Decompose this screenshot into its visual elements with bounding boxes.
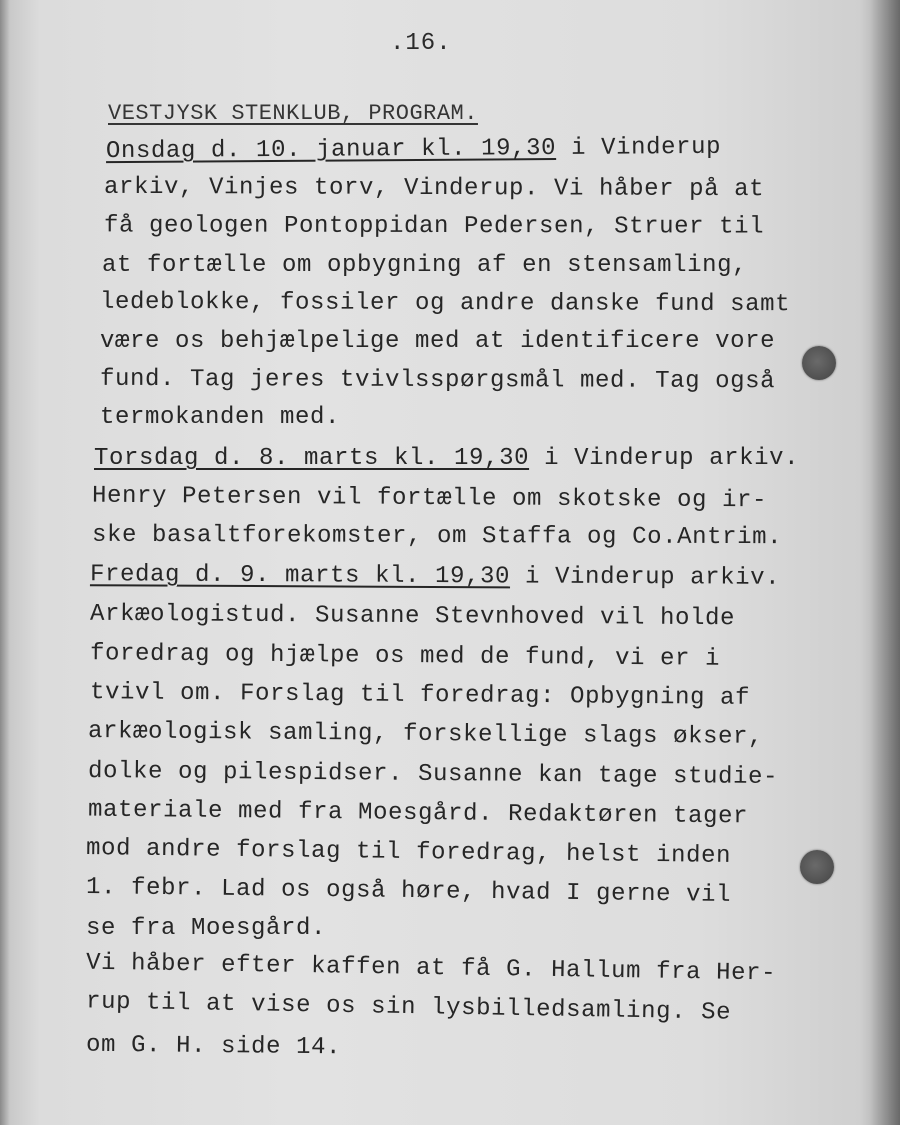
event-1-first-line xyxy=(106,134,721,166)
event-2-first-line xyxy=(94,445,799,473)
closing-line: rup til at vise os sin lysbilledsamling. Se xyxy=(85,988,732,1027)
event-1-line: ledeblokke, fossiler og andre danske fund samt xyxy=(99,288,791,319)
event-3-line: dolke og pilespidser. Susanne kan tage studie- xyxy=(87,757,779,792)
event-1-line: være os behjælpelige med at identificere vore xyxy=(100,328,776,355)
event-2-date: Torsdag d. 8. marts kl. 19,30 xyxy=(94,445,530,472)
closing-line: Vi håber efter kaffen at få G. Hallum fra Her- xyxy=(85,949,777,988)
event-2-line: Henry Petersen vil fortælle om skotske og ir- xyxy=(91,482,768,515)
event-3-line: materiale med fra Moesgård. Redaktøren tager xyxy=(87,796,749,831)
event-1-line: termokanden med. xyxy=(100,404,341,431)
page-edge-shadow xyxy=(870,0,900,1125)
event-2-first-line-rest: i Vinderup arkiv. xyxy=(529,445,800,472)
event-3-date: Fredag d. 9. marts kl. 19,30 xyxy=(89,561,511,591)
event-3-line: arkæologisk samling, forskellige slags økser, xyxy=(87,718,764,751)
punch-hole-top xyxy=(802,346,836,380)
page-number: .16. xyxy=(390,30,452,57)
event-3-line: mod andre forslag til foredrag, helst inden xyxy=(85,835,732,870)
event-3-first-line-rest: i Vinderup arkiv. xyxy=(510,563,781,592)
event-1-first-line-rest: i Vinderup xyxy=(555,133,722,163)
punch-hole-bottom xyxy=(800,850,834,884)
closing-line: om G. H. side 14. xyxy=(85,1031,342,1062)
program-heading: VESTJYSK STENKLUB, PROGRAM. xyxy=(108,101,478,126)
event-2-line: ske basaltforekomster, om Staffa og Co.Antrim. xyxy=(91,521,783,552)
event-3-first-line xyxy=(90,561,780,593)
event-1-line: få geologen Pontoppidan Pedersen, Struer til xyxy=(103,212,765,241)
event-3-line: foredrag og hjælpe os med de fund, vi er i xyxy=(89,640,721,673)
event-1-date: Onsdag d. 10. januar kl. 19,30 xyxy=(105,135,557,166)
event-3-line: tvivl om. Forslag til foredrag: Opbygning af xyxy=(89,679,751,712)
event-3-line: se fra Moesgård. xyxy=(86,915,327,942)
event-1-line: arkiv, Vinjes torv, Vinderup. Vi håber på at xyxy=(103,173,765,204)
event-3-line: Arkæologistud. Susanne Stevnhoved vil holde xyxy=(89,600,736,633)
event-1-line: at fortælle om opbygning af en stensamling, xyxy=(102,252,748,279)
event-3-line: 1. febr. Lad os også høre, hvad I gerne vil xyxy=(85,874,732,909)
event-1-line: fund. Tag jeres tvivlsspørgsmål med. Tag også xyxy=(99,365,776,396)
